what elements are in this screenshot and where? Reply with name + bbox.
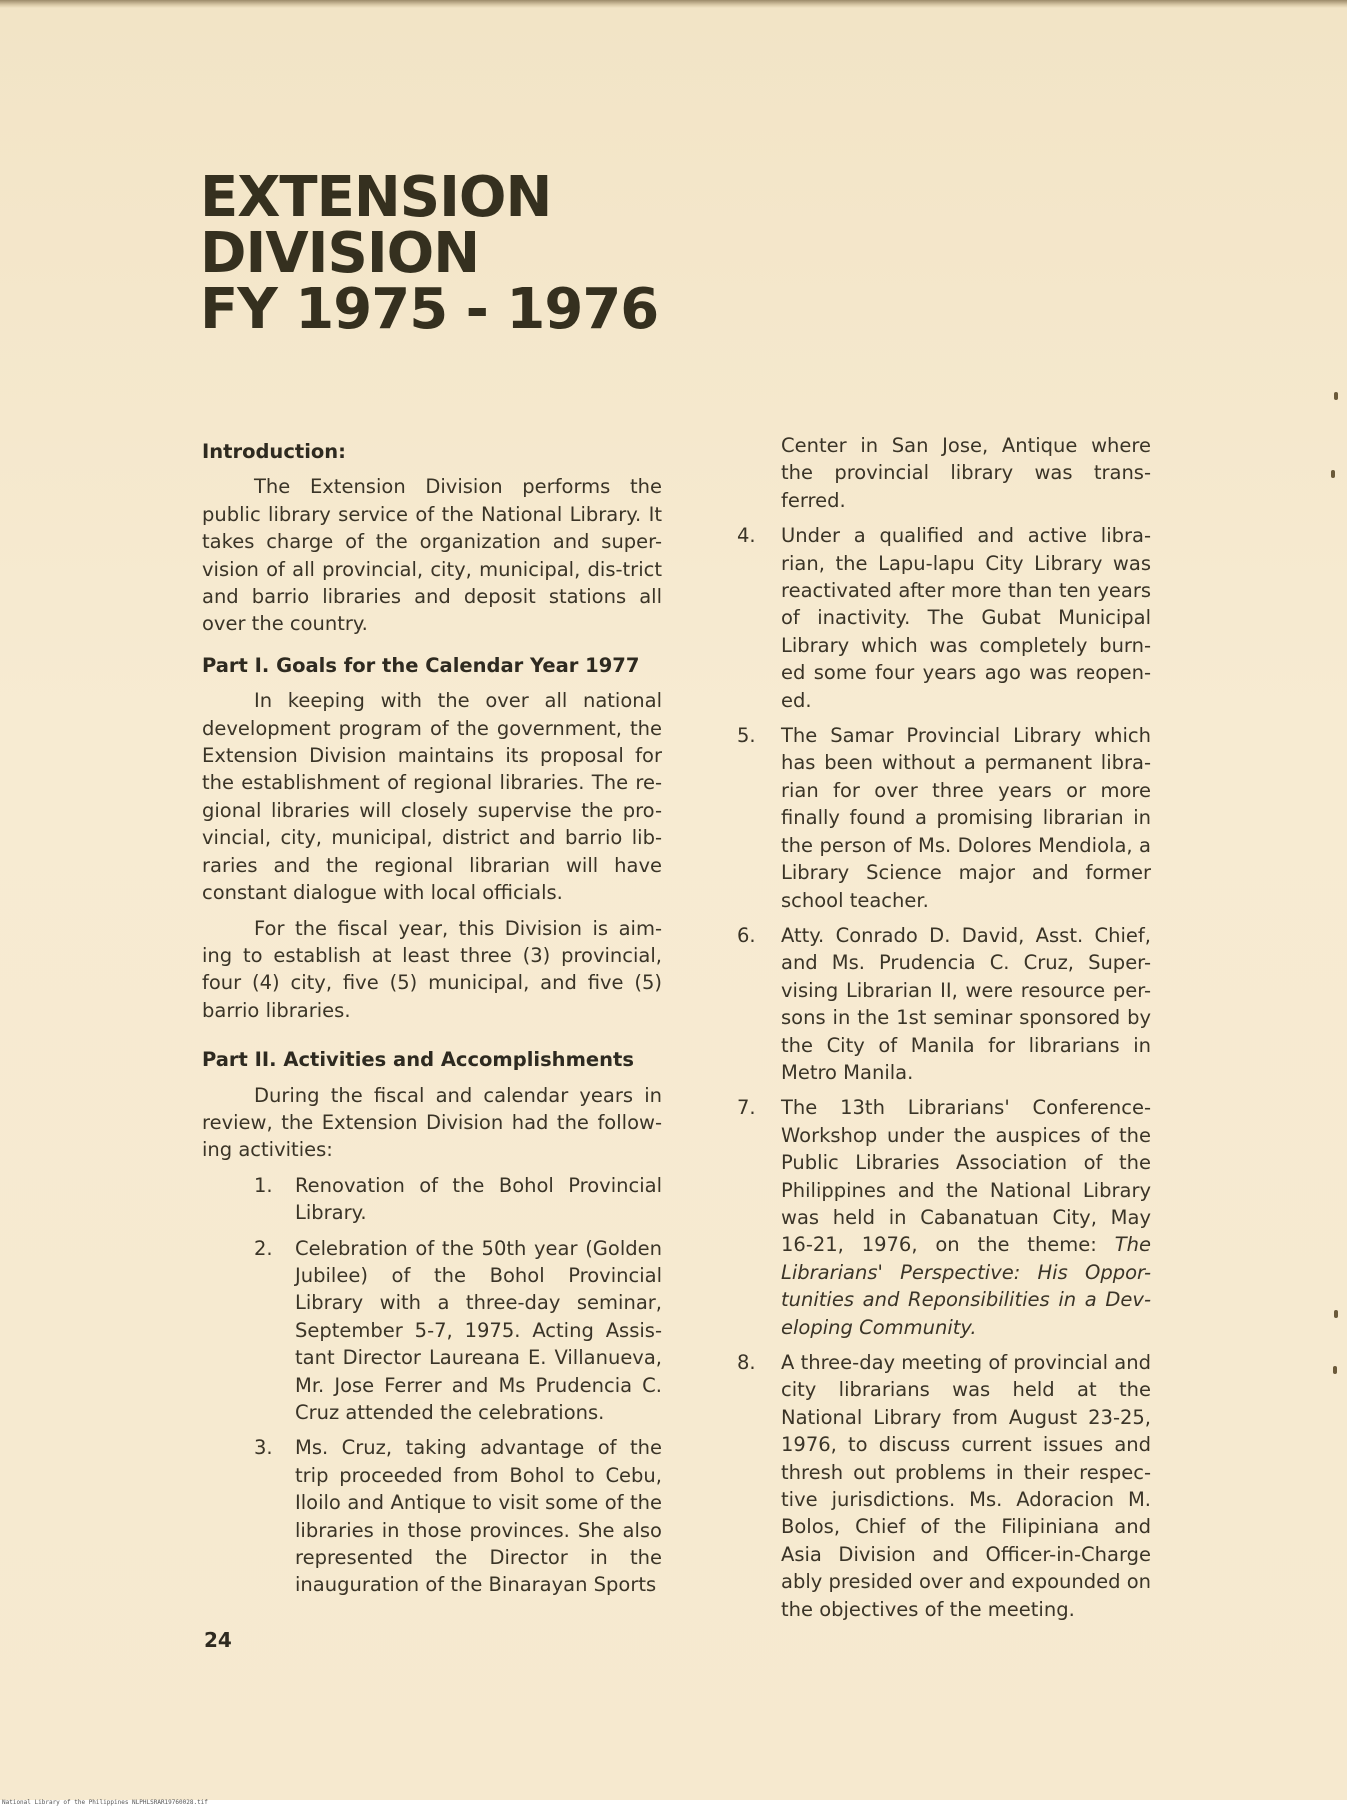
part1-heading: Part I. Goals for the Calendar Year 1977 (202, 653, 640, 677)
list-item-number: 2. (254, 1236, 273, 1260)
list-item-text: Renovation of the Bohol Provincial Library. (295, 1173, 662, 1225)
part2-heading: Part II. Activities and Accomplishments (202, 1048, 634, 1072)
list-item-text: The Samar Provincial Library which has been without a permanent libra-rian for over three years or more finally found a promising librarian in the person of Ms. Dolores Mendiola, a Library Science major and former school teacher. (781, 724, 1151, 912)
part1-paragraph-2: For the fiscal year, this Division is aim-ing to establish at least three (3) provincial, four (4) city, five (5) municipal, and five (5) barrio libraries. (202, 916, 662, 1022)
title-line-2: DIVISION (200, 221, 480, 286)
scan-credit: National Library of the Philippines NLPHLSRAR19760028.tif (2, 1799, 208, 1806)
part1-paragraph-1: In keeping with the over all national development program of the government, the Extension Division maintains its proposal for the establishment of regional libraries. The re-gional libraries will closely supervise the pro-vincial, city, municipal, district and barrio lib-raries and the regional librarian will have constant dialogue with local officials. (202, 689, 662, 905)
list-item (737, 1349, 1151, 1623)
margin-speck (1331, 470, 1335, 478)
page-title (200, 165, 800, 342)
list-item-text: A three-day meeting of provincial and city librarians was held at the National Library from August 23-25, 1976, to discuss current issues and thresh out problems in their respec-tive jurisdictions. Ms. Adoracion M. Bolos, Chief of the Filipiniana and Asia Division and Officer-in-Charge ably presided over and expounded on the objectives of the meeting. (781, 1351, 1152, 1621)
intro-heading: Introduction: (202, 440, 346, 463)
list-item-text: Under a qualified and active libra-rian, the Lapu-lapu City Library was reactivated after more than ten years of inactivity. The Gubat Municipal Library which was completely burn-ed some four years ago was reopen-ed. (781, 524, 1151, 712)
activities-list-right (737, 432, 1151, 1623)
list-item (202, 1235, 662, 1427)
list-item-text: Center in San Jose, Antique where the provincial library was trans-ferred. (781, 434, 1151, 512)
list-item-text: Ms. Cruz, taking advantage of the trip proceeded from Bohol to Cebu, Iloilo and Antique to visit some of the libraries in those provinces. She also represented the Director in the inauguration of the Binarayan Sports (295, 1436, 662, 1597)
list-item (737, 922, 1151, 1086)
list-item (737, 522, 1151, 714)
margin-speck (1334, 1310, 1338, 1318)
list-item (737, 1094, 1151, 1341)
list-item-continuation (737, 432, 1151, 514)
page-top-edge (0, 0, 1347, 8)
right-column (737, 432, 1151, 1631)
list-item-text: Atty. Conrado D. David, Asst. Chief, and Ms. Prudencia C. Cruz, Super-vising Librarian II, were resource per-sons in the 1st seminar sponsored by the City of Manila for librarians in Metro Manila. (781, 923, 1151, 1084)
list-item-number: 5. (737, 724, 756, 748)
list-item (202, 1434, 662, 1598)
list-item-number: 7. (737, 1096, 756, 1120)
page-number: 24 (204, 1628, 232, 1652)
list-item-text: The 13th Librarians' Conference-Workshop under the auspices of the Public Libraries Association of the Philippines and the National Library was held in Cabanatuan City, May 16-21, 1976, on the theme: (781, 1096, 1151, 1257)
list-item-number: 4. (737, 524, 756, 548)
list-item-number: 8. (737, 1351, 756, 1374)
part2-intro: During the fiscal and calendar years in review, the Extension Division had the follow-ing activities: (202, 1083, 662, 1162)
list-item (737, 722, 1151, 914)
title-line-3: FY 1975 - 1976 (200, 277, 659, 342)
left-column (202, 438, 662, 1607)
title-line-1: EXTENSION (200, 165, 552, 230)
margin-speck (1334, 392, 1338, 400)
list-item-text: Celebration of the 50th year (Golden Jubilee) of the Bohol Provincial Library with a three-day seminar, September 5-7, 1975. Acting Assis-tant Director Laureana E. Villanueva, Mr. Jose Ferrer and Ms Prudencia C. Cruz attended the celebrations. (295, 1236, 662, 1424)
conference-theme: The Librarians' Perspective: His Oppor-tunities and Reponsibilities in a Dev-eloping Community. (781, 1233, 1151, 1339)
list-item-number: 3. (254, 1436, 273, 1460)
list-item-number: 1. (254, 1173, 273, 1197)
list-item-number: 6. (737, 923, 756, 947)
list-item (202, 1172, 662, 1227)
margin-speck (1333, 1366, 1337, 1374)
activities-list-left (202, 1172, 662, 1599)
intro-paragraph: The Extension Division performs the public library service of the National Library. It takes charge of the organization and super-vision of all provincial, city, municipal, dis-trict and barrio libraries and deposit stations all over the country. (202, 475, 662, 636)
